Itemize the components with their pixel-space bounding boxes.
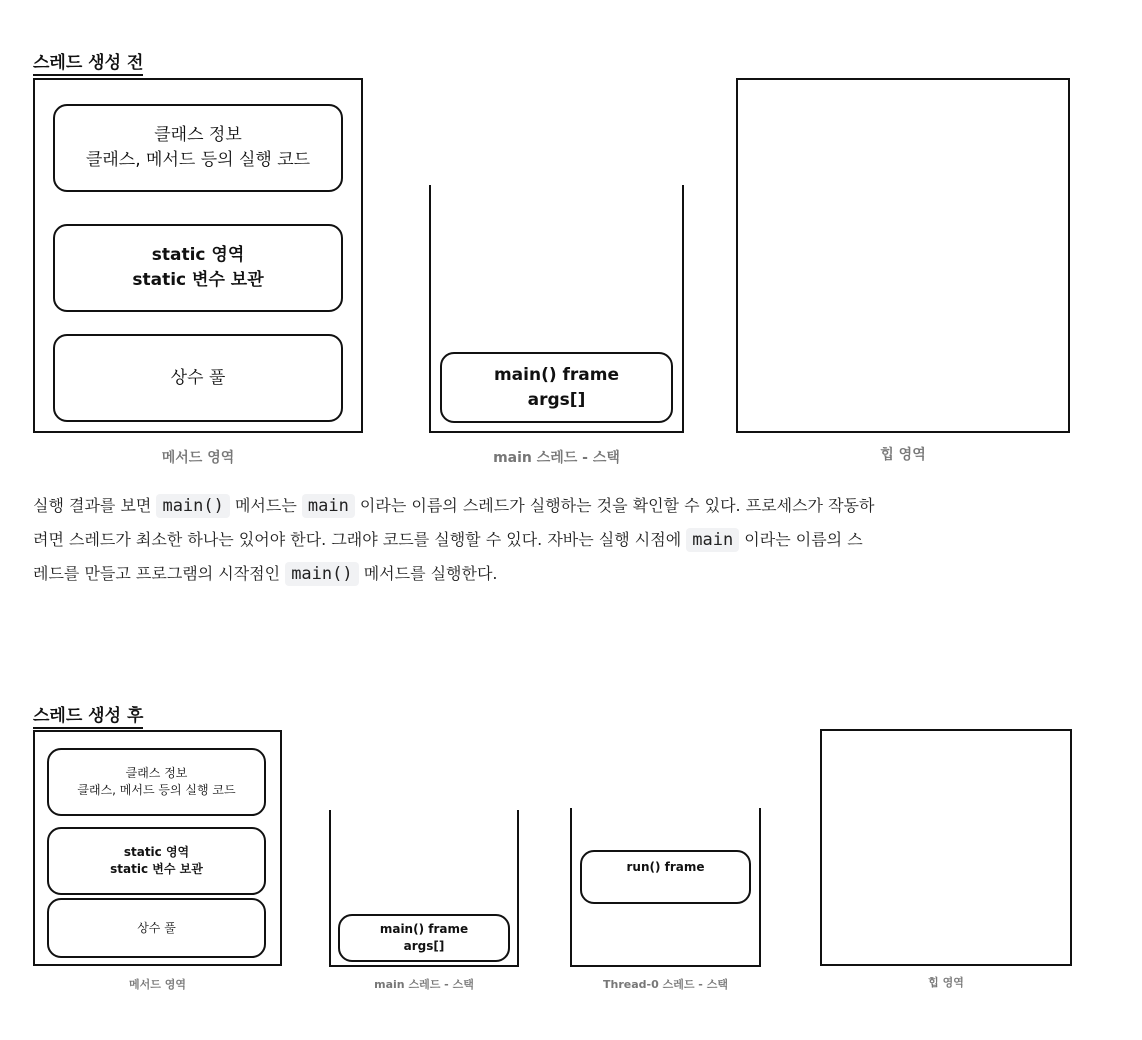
constant-pool-label: 상수 풀 bbox=[137, 920, 176, 935]
constant-pool-box bbox=[47, 898, 266, 958]
main-frame-args: args[] bbox=[527, 389, 586, 410]
static-area-desc: static 변수 보관 bbox=[110, 862, 203, 876]
main-frame-title: main() frame bbox=[379, 922, 469, 936]
main-stack bbox=[329, 810, 519, 967]
static-area-title: static 영역 bbox=[123, 845, 190, 859]
code-main-method: main() bbox=[156, 494, 229, 518]
method-area-caption: 메서드 영역 bbox=[161, 450, 235, 466]
class-info-title: 클래스 정보 bbox=[125, 766, 188, 780]
paragraph-line-3: 레드를 만들고 프로그램의 시작점인 main() 메서드를 실행한다. bbox=[33, 564, 498, 584]
paragraph-line-1: 실행 결과를 보면 main() 메서드는 main 이라는 이름의 스레드가 실행하는 것을 확인할 수 있다. 프로세스가 작동하 bbox=[33, 496, 875, 516]
heap-caption: 힙 영역 bbox=[928, 976, 964, 989]
method-area-caption: 메서드 영역 bbox=[129, 978, 186, 991]
heap-caption: 힙 영역 bbox=[880, 447, 926, 463]
class-info-desc: 클래스, 메서드 등의 실행 코드 bbox=[85, 150, 311, 170]
class-info-box bbox=[53, 104, 343, 192]
class-info-title: 클래스 정보 bbox=[154, 125, 242, 145]
method-area-box bbox=[33, 78, 363, 433]
main-frame-box bbox=[440, 352, 673, 423]
class-info-box bbox=[47, 748, 266, 816]
heading-after: 스레드 생성 후 bbox=[33, 706, 143, 729]
method-area-box bbox=[33, 730, 282, 966]
static-area-box bbox=[47, 827, 266, 895]
heap-box bbox=[736, 78, 1070, 433]
main-frame-title: main() frame bbox=[493, 364, 620, 385]
static-area-title: static 영역 bbox=[151, 245, 245, 265]
thread0-stack bbox=[570, 808, 761, 967]
code-main: main bbox=[302, 494, 355, 518]
code-main: main bbox=[686, 528, 739, 552]
run-frame-title: run() frame bbox=[626, 860, 705, 874]
thread0-stack-caption: Thread-0 스레드 - 스택 bbox=[603, 978, 728, 991]
run-frame-box bbox=[580, 850, 751, 904]
main-stack bbox=[429, 185, 684, 433]
code-main-method: main() bbox=[285, 562, 358, 586]
main-stack-caption: main 스레드 - 스택 bbox=[374, 978, 474, 991]
constant-pool-box bbox=[53, 334, 343, 422]
explanation-paragraph bbox=[33, 489, 1123, 591]
static-area-desc: static 변수 보관 bbox=[132, 270, 264, 290]
static-area-box bbox=[53, 224, 343, 312]
class-info-desc: 클래스, 메서드 등의 실행 코드 bbox=[77, 783, 236, 797]
main-stack-caption: main 스레드 - 스택 bbox=[493, 450, 620, 466]
constant-pool-label: 상수 풀 bbox=[170, 367, 226, 388]
paragraph-line-2: 려면 스레드가 최소한 하나는 있어야 한다. 그래야 코드를 실행할 수 있다. 자바는 실행 시점에 main 이라는 이름의 스 bbox=[33, 530, 863, 550]
main-frame-args: args[] bbox=[403, 939, 445, 953]
main-frame-box bbox=[338, 914, 510, 962]
heading-before: 스레드 생성 전 bbox=[33, 53, 143, 76]
heap-box bbox=[820, 729, 1072, 966]
